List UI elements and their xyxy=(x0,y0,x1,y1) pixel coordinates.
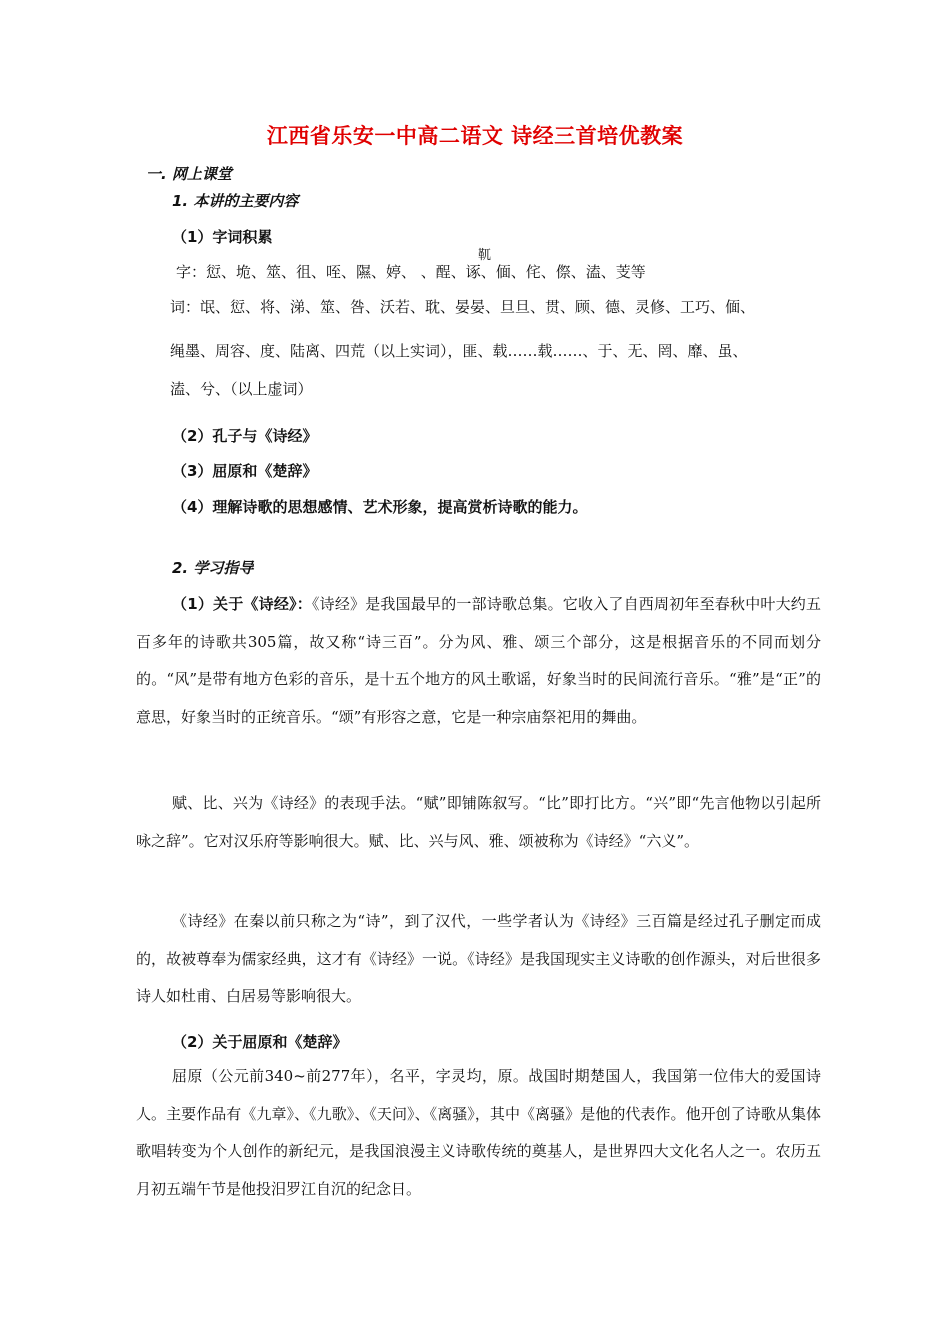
paragraph-shijing-head: （1）关于《诗经》： xyxy=(172,595,312,613)
section-heading-online-class: 一. 网上课堂 xyxy=(146,165,232,183)
item-appreciation: （4）理解诗歌的思想感情、艺术形象，提高赏析诗歌的能力。 xyxy=(172,498,588,516)
paragraph-shijing-body: 《诗经》是我国最早的一部诗歌总集。它收入了自西周初年至春秋中叶大约五百多年的诗歌共305篇，故又称“诗三百”。分为风、雅、颂三个部分，这是根据音乐的不同而划分的。“风”是带有地方色彩的音乐，是十五个地方的风土歌谣，好象当时的民间流行音乐。“雅”是“正”的意思，好象当时的正统音乐。“颂”有形容之意，它是一种宗庙祭祀用的舞曲。 xyxy=(136,595,821,726)
ci-line-1: 词：氓、愆、将、涕、筮、咎、沃若、耽、晏晏、旦旦、贯、顾、德、灵修、工巧、偭、 xyxy=(170,298,756,316)
ci-line-3: 溘、兮、（以上虚词） xyxy=(170,380,313,398)
document-title: 江西省乐安一中高二语文 诗经三首培优教案 xyxy=(266,124,684,148)
zi-line: 字：愆、垝、筮、徂、咥、隰、婷、 、酲、诼、偭、侘、傺、溘、芰等 xyxy=(176,263,646,281)
paragraph-shijing xyxy=(136,586,821,736)
item-about-quyuan: （2）关于屈原和《楚辞》 xyxy=(172,1033,348,1051)
subheading-main-content: 1. 本讲的主要内容 xyxy=(172,192,299,210)
paragraph-quyuan: 屈原（公元前340~前277年），名平，字灵均，原。战国时期楚国人，我国第一位伟大的爱国诗人。主要作品有《九章》、《九歌》、《天问》、《离骚》，其中《离骚》是他的代表作。他开创了诗歌从集体歌唱转变为个人创作的新纪元，是我国浪漫主义诗歌传统的奠基人，是世界四大文化名人之一。农历五月初五端午节是他投汨罗江自沉的纪念日。 xyxy=(136,1067,821,1198)
ci-line-2: 绳墨、周容、度、陆离、四荒（以上实词），匪、载……载……、于、无、罔、靡、虽、 xyxy=(170,342,748,360)
item-vocabulary: （1）字词积累 xyxy=(172,228,273,246)
item-quyuan: （3）屈原和《楚辞》 xyxy=(172,462,318,480)
odd-glyph: 靰 xyxy=(478,248,492,263)
paragraph-fubixing: 赋、比、兴为《诗经》的表现手法。“赋”即铺陈叙写。“比”即打比方。“兴”即“先言他物以引起所咏之辞”。它对汉乐府等影响很大。赋、比、兴与风、雅、颂被称为《诗经》“六义”。 xyxy=(136,794,821,850)
paragraph-shijing-history: 《诗经》在秦以前只称之为“诗”，到了汉代，一些学者认为《诗经》三百篇是经过孔子删定而成的，故被尊奉为儒家经典，这才有《诗经》一说。《诗经》是我国现实主义诗歌的创作源头，对后世很多诗人如杜甫、白居易等影响很大。 xyxy=(136,912,821,1006)
subheading-study-guide: 2. 学习指导 xyxy=(172,559,254,577)
item-confucius: （2）孔子与《诗经》 xyxy=(172,427,318,445)
